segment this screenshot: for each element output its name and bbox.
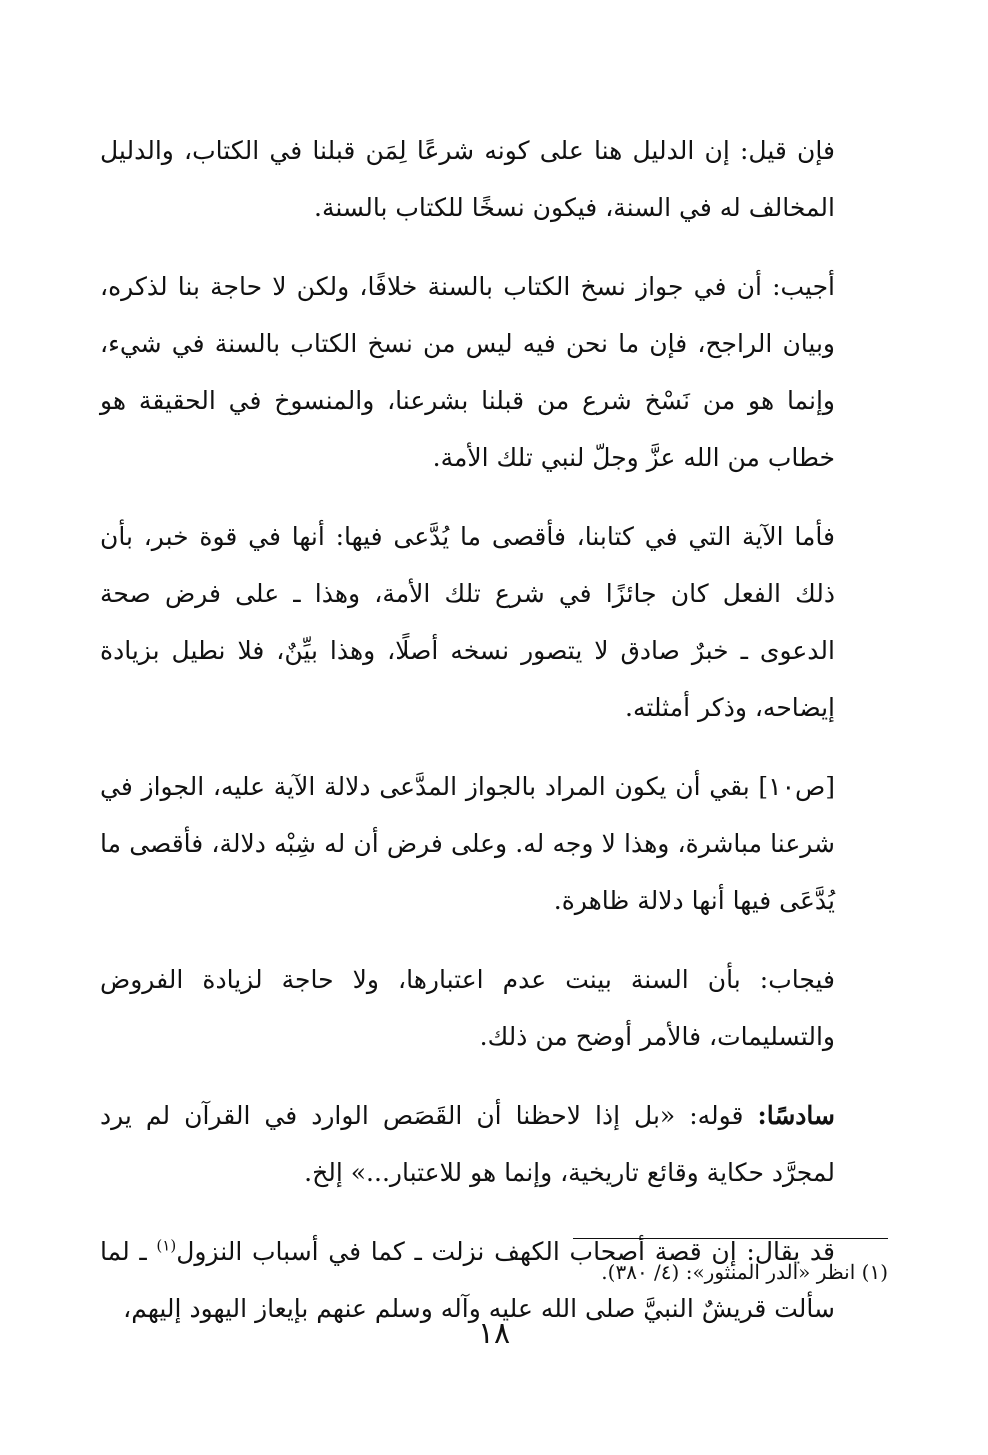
main-text bbox=[100, 122, 835, 1359]
paragraph-text: ـ لما سألت قريشٌ النبيَّ صلى الله عليه وآله وسلم عنهم بإيعاز اليهود إليهم، bbox=[100, 1237, 835, 1323]
paragraph-text: فإن قيل: إن الدليل هنا على كونه شرعًا لِمَن قبلنا في الكتاب، والدليل المخالف له في السنة، فيكون نسخًا للكتاب بالسنة. bbox=[100, 136, 835, 222]
paragraph bbox=[100, 122, 835, 236]
paragraph-text: فيجاب: بأن السنة بينت عدم اعتبارها، ولا حاجة لزيادة الفروض والتسليمات، فالأمر أوضح من ذلك. bbox=[100, 965, 835, 1051]
paragraph-lead: سادسًا: bbox=[757, 1101, 835, 1130]
paragraph-text: قوله: «بل إذا لاحظنا أن القَصَص الوارد في القرآن لم يرد لمجرَّد حكاية وقائع تاريخية، وإنما هو للاعتبار...» إلخ. bbox=[100, 1101, 835, 1187]
paragraph bbox=[100, 258, 835, 486]
paragraph bbox=[100, 508, 835, 736]
paragraph bbox=[100, 758, 835, 929]
paragraph-text: قد يقال: إن قصة أصحاب الكهف نزلت ـ كما في أسباب النزول bbox=[176, 1237, 835, 1266]
paragraph bbox=[100, 951, 835, 1065]
paragraph-text: فأما الآية التي في كتابنا، فأقصى ما يُدَّعى فيها: أنها في قوة خبر، بأن ذلك الفعل كان جائزًا في شرع تلك الأمة، وهذا ـ على فرض صحة الدعوى ـ خبرٌ صادق لا يتصور نسخه أصلًا، وهذا بيِّنٌ، فلا نطيل بزيادة إيضاحه، وذكر أمثلته. bbox=[100, 522, 835, 722]
footnote: (١) انظر «الدر المنثور»: (٤/ ٣٨٠). bbox=[601, 1260, 888, 1284]
footnote-divider bbox=[573, 1238, 888, 1239]
paragraph-text: [ص١٠] بقي أن يكون المراد بالجواز المدَّعى دلالة الآية عليه، الجواز في شرعنا مباشرة، وهذا لا وجه له. وعلى فرض أن له شِبْه دلالة، فأقصى ما يُدَّعَى فيها أنها دلالة ظاهرة. bbox=[100, 772, 835, 915]
paragraph bbox=[100, 1087, 835, 1201]
page-number: ١٨ bbox=[477, 1316, 511, 1351]
paragraph-text: أجيب: أن في جواز نسخ الكتاب بالسنة خلافًا، ولكن لا حاجة بنا لذكره، وبيان الراجح، فإن ما نحن فيه ليس من نسخ الكتاب بالسنة في شيء، وإنما هو من نَسْخ شرع من قبلنا بشرعنا، والمنسوخ في الحقيقة هو خطاب من الله عزَّ وجلّ لنبي تلك الأمة. bbox=[100, 272, 835, 472]
footnote-reference[interactable]: (١) bbox=[156, 1236, 177, 1255]
